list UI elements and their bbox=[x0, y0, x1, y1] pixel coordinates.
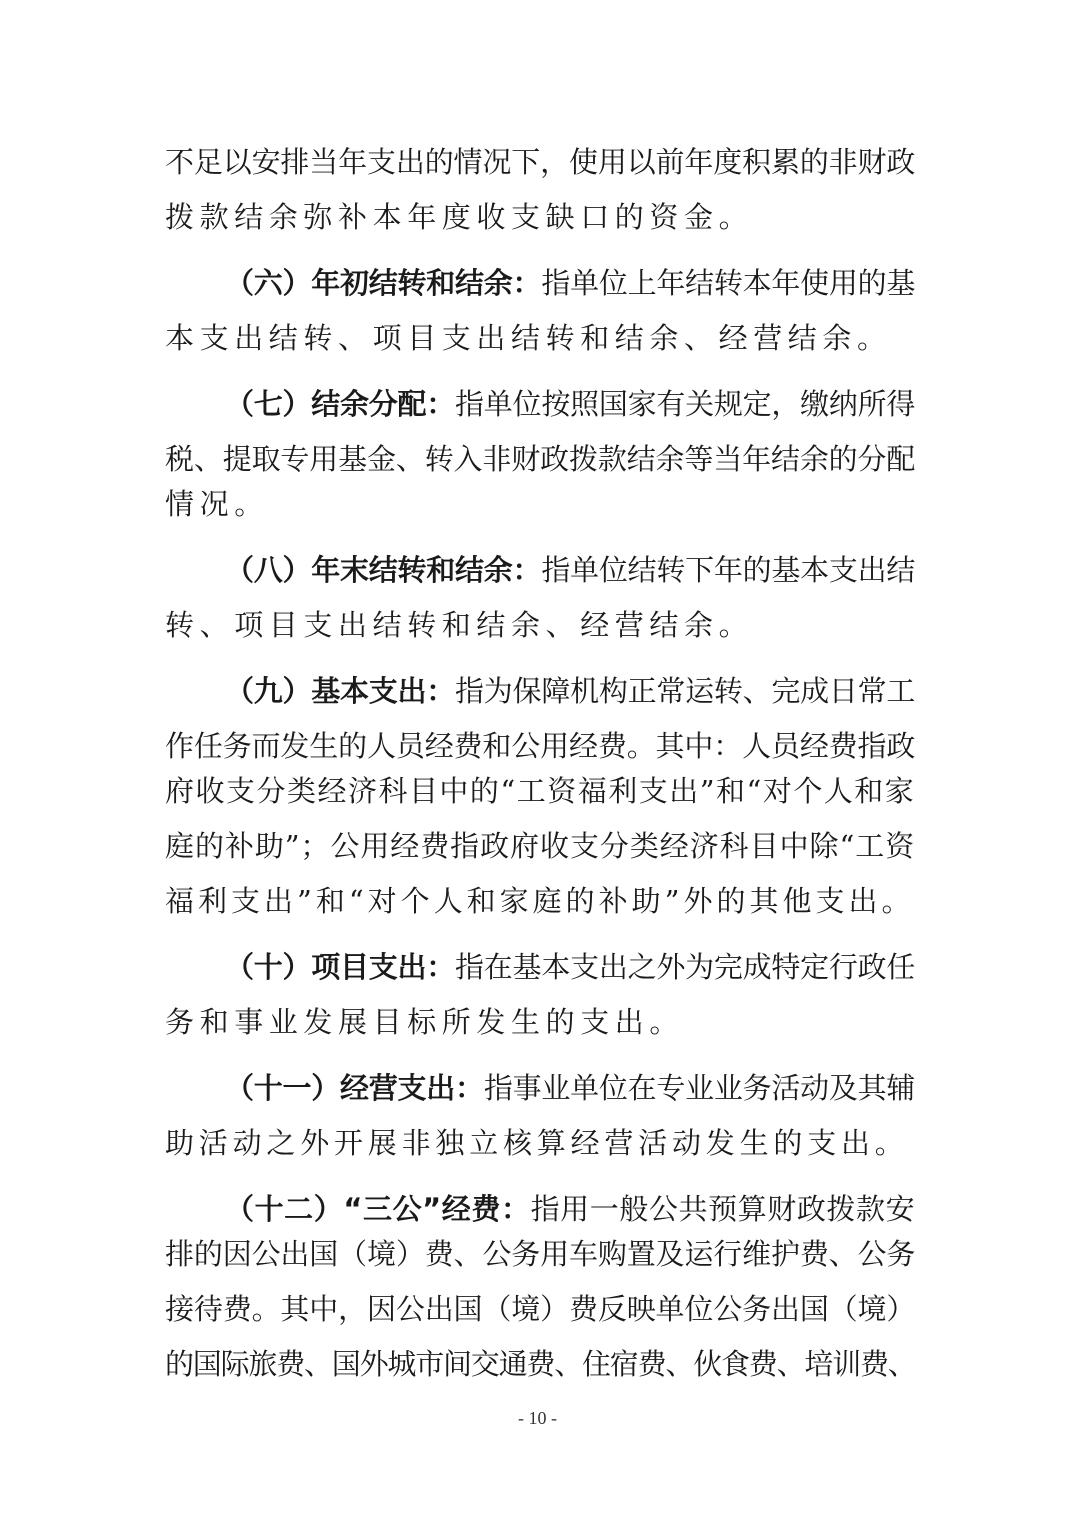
term-label: （八）年末结转和结余： bbox=[225, 553, 542, 587]
line-text: 福利支出”和“对个人和家庭的补助”外的其他支出。 bbox=[165, 884, 915, 918]
page-number: - 10 - bbox=[518, 1408, 557, 1428]
paragraph-line bbox=[165, 605, 915, 645]
line-text: 本支出结转、项目支出结转和结余、经营结余。 bbox=[165, 321, 892, 355]
paragraph-line bbox=[165, 318, 915, 358]
line-text: 指单位上年结转本年使用的基 bbox=[541, 266, 915, 300]
paragraph-line bbox=[165, 1289, 915, 1329]
line-text: 指单位按照国家有关规定，缴纳所得 bbox=[455, 387, 915, 421]
term-label: （十二）“三公”经费： bbox=[225, 1192, 531, 1226]
term-label: （七）结余分配： bbox=[225, 387, 456, 421]
paragraph-heading-line bbox=[225, 671, 915, 711]
line-text: 作任务而发生的人员经费和公用经费。其中：人员经费指政 bbox=[165, 729, 915, 763]
paragraph-heading-line bbox=[225, 263, 915, 303]
line-text: 府收支分类经济科目中的“工资福利支出”和“对个人和家 bbox=[165, 774, 915, 808]
line-text: 助活动之外开展非独立核算经营活动发生的支出。 bbox=[165, 1126, 909, 1160]
line-text: 指为保障机构正常运转、完成日常工 bbox=[455, 674, 915, 708]
line-text: 转、项目支出结转和结余、经营结余。 bbox=[165, 608, 754, 642]
line-text: 庭的补助”；公用经费指政府收支分类经济科目中除“工资 bbox=[165, 829, 915, 863]
line-text: 指事业单位在专业业务活动及其辅 bbox=[483, 1071, 915, 1105]
line-text: 的国际旅费、国外城市间交通费、住宿费、伙食费、培训费、 bbox=[165, 1347, 916, 1381]
paragraph-line bbox=[165, 484, 915, 524]
term-label: （六）年初结转和结余： bbox=[225, 266, 542, 300]
paragraph-line bbox=[165, 1123, 915, 1163]
paragraph-heading-line bbox=[225, 1068, 915, 1108]
line-text: 指用一般公共预算财政拨款安 bbox=[530, 1192, 915, 1226]
paragraph-line bbox=[165, 881, 915, 921]
paragraph-line bbox=[165, 197, 915, 237]
line-text: 税、提取专用基金、转入非财政拨款结余等当年结余的分配 bbox=[165, 442, 915, 476]
paragraph-heading-line bbox=[225, 947, 915, 987]
term-label: （十一）经营支出： bbox=[225, 1071, 484, 1105]
term-label: （十）项目支出： bbox=[225, 950, 456, 984]
line-text: 拨款结余弥补本年度收支缺口的资金。 bbox=[165, 200, 754, 234]
paragraph-line bbox=[165, 771, 915, 811]
line-text: 接待费。其中，因公出国（境）费反映单位公务出国（境） bbox=[165, 1292, 915, 1326]
line-text: 务和事业发展目标所发生的支出。 bbox=[165, 1005, 685, 1039]
line-text: 排的因公出国（境）费、公务用车购置及运行维护费、公务 bbox=[165, 1237, 915, 1271]
paragraph-heading-line bbox=[225, 384, 915, 424]
paragraph-line bbox=[165, 439, 915, 479]
line-text: 情况。 bbox=[165, 487, 269, 521]
line-text: 指在基本支出之外为完成特定行政任 bbox=[455, 950, 915, 984]
paragraph-heading-line bbox=[225, 1189, 915, 1229]
line-text: 指单位结转下年的基本支出结 bbox=[541, 553, 915, 587]
paragraph-line bbox=[165, 1002, 915, 1042]
line-text: 不足以安排当年支出的情况下，使用以前年度积累的非财政 bbox=[165, 145, 915, 179]
paragraph-line bbox=[165, 142, 915, 182]
term-label: （九）基本支出： bbox=[225, 674, 456, 708]
paragraph-heading-line bbox=[225, 550, 915, 590]
paragraph-line bbox=[165, 1234, 915, 1274]
paragraph-line bbox=[165, 726, 915, 766]
paragraph-line bbox=[165, 826, 915, 866]
paragraph-line bbox=[165, 1344, 915, 1384]
